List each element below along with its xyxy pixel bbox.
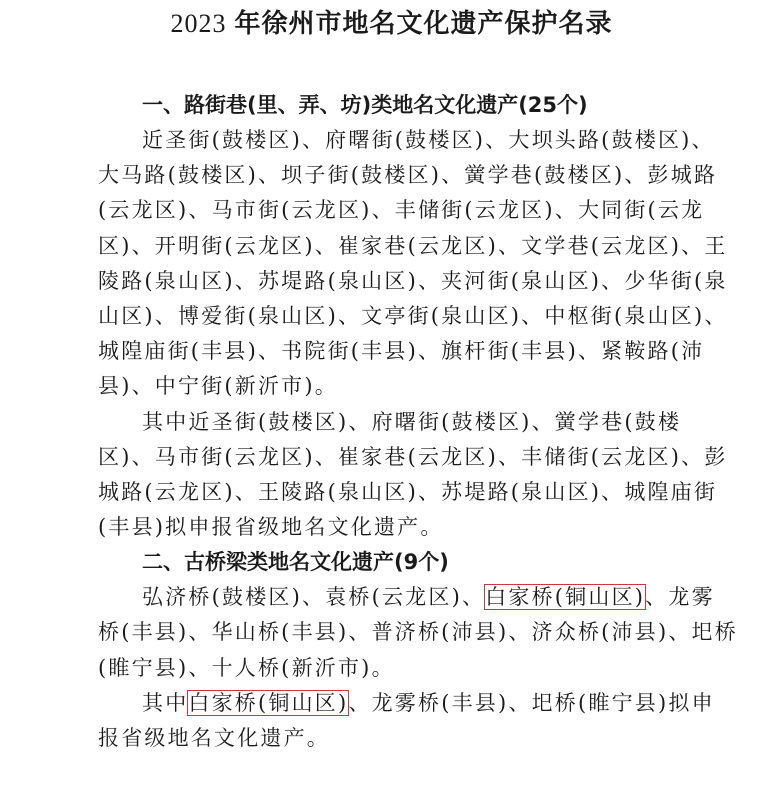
section-1-provincial-line: 区)、马市街(云龙区)、崔家巷(云龙区)、丰储街(云龙区)、彭 (98, 444, 728, 469)
title-text: 年徐州市地名文化遗产保护名录 (234, 9, 613, 39)
section-2-provincial-line: 报省级地名文化遗产。 (98, 726, 330, 750)
section-2-provincial-line (98, 686, 715, 721)
section-1-provincial-line: (丰县)拟申报省级地名文化遗产。 (98, 515, 444, 540)
section-1-list (98, 123, 728, 405)
section-1-provincial-line: 城路(云龙区)、王陵路(泉山区)、苏堤路(泉山区)、城隍庙街 (98, 479, 718, 504)
document-body (98, 88, 738, 756)
highlighted-bridge-name: 白家桥(铜山区) (485, 585, 646, 610)
section-2-provincial-prefix: 其中 (142, 690, 189, 715)
section-1-list-line: 城隍庙街(丰县)、书院街(丰县)、旗杆街(丰县)、紧鞍路(沛 (98, 339, 705, 364)
section-1-list-line: 大马路(鼓楼区)、坝子街(鼓楼区)、黉学巷(鼓楼区)、彭城路 (98, 163, 718, 188)
section-2-list-line: 桥(丰县)、华山桥(丰县)、普济桥(沛县)、济众桥(沛县)、圯桥 (98, 620, 738, 645)
section-1-provincial-line: 其中近圣街(鼓楼区)、府曙街(鼓楼区)、黉学巷(鼓楼 (142, 409, 682, 434)
section-2-provincial-text: 、龙雾桥(丰县)、圯桥(睢宁县)拟申 (348, 690, 715, 715)
section-2-provincial (98, 686, 715, 756)
section-2-list-text: 弘济桥(鼓楼区)、袁桥(云龙区)、 (142, 585, 486, 610)
section-1-list-line: 山区)、博爱街(泉山区)、文亭街(泉山区)、中枢街(泉山区)、 (98, 303, 728, 328)
section-1-list-line: 陵路(泉山区)、苏堤路(泉山区)、夹河街(泉山区)、少华街(泉 (98, 268, 728, 293)
section-2-list-line (98, 580, 715, 615)
section-2-heading: 二、古桥梁类地名文化遗产(9个) (142, 550, 449, 575)
section-1-heading: 一、路街巷(里、弄、坊)类地名文化遗产(25个) (142, 93, 588, 117)
highlighted-bridge-name: 白家桥(铜山区) (188, 690, 349, 715)
section-1-list-line: 近圣街(鼓楼区)、府曙街(鼓楼区)、大坝头路(鼓楼区)、 (142, 128, 715, 152)
section-2-list (98, 580, 738, 686)
section-2-list-text: 、龙雾 (645, 585, 715, 610)
section-1-list-line: 区)、开明街(云龙区)、崔家巷(云龙区)、文学巷(云龙区)、王 (98, 233, 728, 258)
section-1-list-line: 县)、中宁街(新沂市)。 (98, 374, 338, 399)
section-1-provincial (98, 405, 728, 546)
section-1-list-line: (云龙区)、马市街(云龙区)、丰储街(云龙区)、大同街(云龙 (98, 198, 705, 223)
document-title (0, 6, 783, 42)
title-year: 2023 (170, 9, 227, 38)
section-2-list-line: (睢宁县)、十人桥(新沂市)。 (98, 655, 395, 680)
